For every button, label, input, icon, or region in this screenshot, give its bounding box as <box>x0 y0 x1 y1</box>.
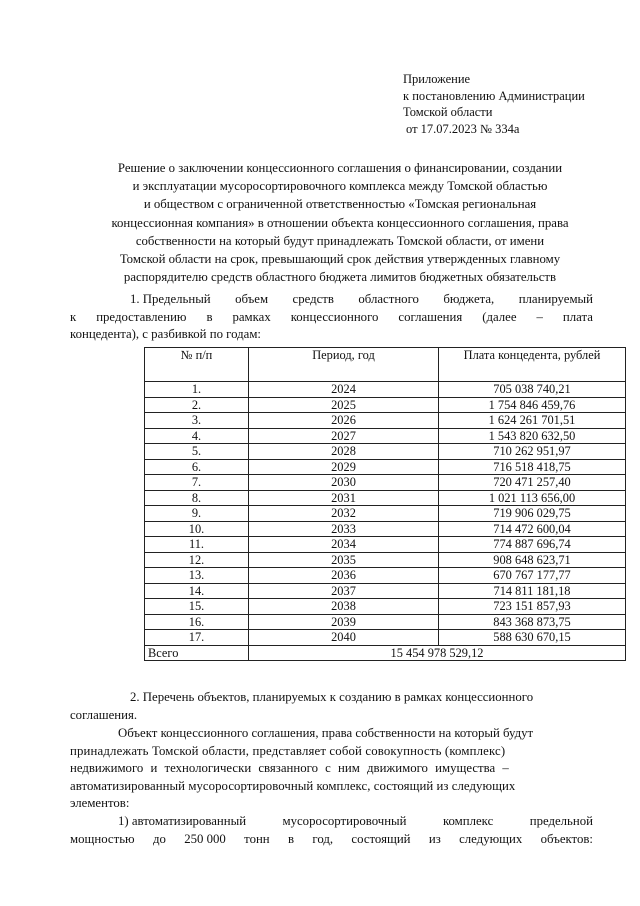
word: из <box>428 831 441 846</box>
row-amount: 1 624 261 701,51 <box>439 413 626 429</box>
row-number: 12. <box>145 552 249 568</box>
total-label: Всего <box>145 645 249 661</box>
row-amount: 714 472 600,04 <box>439 521 626 537</box>
table-header-row <box>145 348 626 382</box>
word: 250 000 <box>184 831 226 846</box>
row-number: 1. <box>145 382 249 398</box>
table-body <box>145 382 626 661</box>
row-year: 2028 <box>249 444 439 460</box>
word: объектов: <box>540 831 593 846</box>
row-number: 13. <box>145 568 249 584</box>
row-amount: 716 518 418,75 <box>439 459 626 475</box>
word: бюджета, <box>443 292 495 306</box>
paragraph-line: автоматизированный мусоросортировочный комплекс, состоящий из следующих <box>70 778 516 793</box>
justified-line <box>70 291 593 309</box>
row-year: 2029 <box>249 459 439 475</box>
row-year: 2031 <box>249 490 439 506</box>
paragraph-line: соглашения. <box>70 707 138 722</box>
section-2-paragraph <box>70 689 593 724</box>
row-amount: 1 021 113 656,00 <box>439 490 626 506</box>
row-number: 11. <box>145 537 249 553</box>
table-row <box>145 521 626 537</box>
row-number: 10. <box>145 521 249 537</box>
header-number: № п/п <box>145 348 249 382</box>
row-amount: 670 767 177,77 <box>439 568 626 584</box>
row-amount: 908 648 623,71 <box>439 552 626 568</box>
row-number: 7. <box>145 475 249 491</box>
row-amount: 1 754 846 459,76 <box>439 397 626 413</box>
word: – <box>536 309 543 324</box>
word: (далее <box>482 309 517 324</box>
row-number: 8. <box>145 490 249 506</box>
word: комплекс <box>442 814 494 828</box>
row-number: 16. <box>145 614 249 630</box>
row-number: 2. <box>145 397 249 413</box>
table-row <box>145 614 626 630</box>
table-row <box>145 630 626 646</box>
table-row <box>145 413 626 429</box>
row-year: 2025 <box>249 397 439 413</box>
word: год, <box>312 831 334 846</box>
total-value: 15 454 978 529,12 <box>249 645 626 661</box>
title-line: собственности на который будут принадлежать Томской области, от имени <box>135 233 545 248</box>
table-total-row <box>145 645 626 661</box>
word: концессионного <box>290 309 379 324</box>
row-year: 2035 <box>249 552 439 568</box>
row-year: 2024 <box>249 382 439 398</box>
table-row <box>145 568 626 584</box>
row-number: 5. <box>145 444 249 460</box>
appendix-line: к постановлению Администрации <box>403 88 585 103</box>
appendix-line: Томской области <box>403 105 493 119</box>
row-number: 3. <box>145 413 249 429</box>
row-year: 2038 <box>249 599 439 615</box>
row-amount: 588 630 670,15 <box>439 630 626 646</box>
row-amount: 774 887 696,74 <box>439 537 626 553</box>
row-year: 2037 <box>249 583 439 599</box>
word: предоставлению <box>96 309 187 324</box>
item-1-paragraph <box>70 813 593 848</box>
word: следующих <box>459 831 523 846</box>
table-row <box>145 490 626 506</box>
paragraph-line: 2. Перечень объектов, планируемых к созданию в рамках концессионного <box>130 690 534 704</box>
word: мусоросортировочный <box>282 814 407 828</box>
row-amount: 719 906 029,75 <box>439 506 626 522</box>
row-year: 2036 <box>249 568 439 584</box>
word: планируемый <box>518 292 593 306</box>
word: до <box>152 831 166 846</box>
appendix-header <box>403 71 585 137</box>
paragraph-line: принадлежать Томской области, представляет собой совокупность (комплекс) <box>70 743 506 758</box>
title-line: Томской области на срок, превышающий срок действия утвержденных главному <box>119 252 561 267</box>
table-row <box>145 583 626 599</box>
title-line: и эксплуатации мусоросортировочного комплекса между Томской областью <box>132 179 548 194</box>
document-title <box>80 159 600 286</box>
row-amount: 720 471 257,40 <box>439 475 626 491</box>
row-year: 2040 <box>249 630 439 646</box>
word: к <box>70 309 77 324</box>
word: мощностью <box>70 831 135 846</box>
word: средств <box>292 292 334 306</box>
table-row <box>145 382 626 398</box>
row-year: 2034 <box>249 537 439 553</box>
table-row <box>145 459 626 475</box>
section-1-paragraph <box>70 291 593 344</box>
word: плата <box>562 309 593 324</box>
word: состоящий <box>351 831 411 846</box>
paragraph-line: концедента), с разбивкой по годам: <box>70 327 261 342</box>
header-period: Период, год <box>249 348 439 382</box>
payments-table <box>144 347 626 661</box>
row-year: 2032 <box>249 506 439 522</box>
row-number: 4. <box>145 428 249 444</box>
word: соглашения <box>398 309 463 324</box>
row-year: 2027 <box>249 428 439 444</box>
title-line: и обществом с ограниченной ответственностью «Томская региональная <box>143 197 537 212</box>
word: 1) автоматизированный <box>118 814 247 828</box>
paragraph-line: недвижимого и технологически связанного с ним движимого имущества – <box>70 761 509 776</box>
table-row <box>145 428 626 444</box>
appendix-date-line: от 17.07.2023 № 334а <box>406 121 520 136</box>
word: предельной <box>529 814 593 828</box>
row-amount: 1 543 820 632,50 <box>439 428 626 444</box>
justified-line <box>70 309 593 327</box>
table-row <box>145 599 626 615</box>
table-row <box>145 475 626 491</box>
title-line: распорядителю средств областного бюджета лимитов бюджетных обязательств <box>123 270 557 285</box>
row-amount: 714 811 181,18 <box>439 583 626 599</box>
paragraph-line: Объект концессионного соглашения, права собственности на который будут <box>118 726 534 740</box>
title-line: Решение о заключении концессионного соглашения о финансировании, создании <box>117 161 563 175</box>
table-row <box>145 506 626 522</box>
object-paragraph <box>70 725 593 813</box>
word: объем <box>235 292 269 306</box>
row-amount: 843 368 873,75 <box>439 614 626 630</box>
word: 1. Предельный <box>130 292 211 306</box>
table-row <box>145 552 626 568</box>
row-year: 2033 <box>249 521 439 537</box>
row-amount: 710 262 951,97 <box>439 444 626 460</box>
word: рамках <box>232 309 271 324</box>
justified-line <box>70 813 593 831</box>
word: в <box>206 309 213 324</box>
title-line: концессионная компания» в отношении объекта концессионного соглашения, права <box>111 215 569 230</box>
row-year: 2026 <box>249 413 439 429</box>
justified-line <box>70 831 593 849</box>
word: областного <box>358 292 419 306</box>
row-number: 6. <box>145 459 249 475</box>
table-row <box>145 537 626 553</box>
header-payment: Плата концедента, рублей <box>439 348 626 382</box>
table-row <box>145 397 626 413</box>
table-row <box>145 444 626 460</box>
row-number: 15. <box>145 599 249 615</box>
row-amount: 705 038 740,21 <box>439 382 626 398</box>
row-number: 9. <box>145 506 249 522</box>
row-number: 17. <box>145 630 249 646</box>
row-year: 2039 <box>249 614 439 630</box>
appendix-line: Приложение <box>403 72 471 86</box>
word: тонн <box>244 831 270 846</box>
row-year: 2030 <box>249 475 439 491</box>
row-amount: 723 151 857,93 <box>439 599 626 615</box>
word: в <box>288 831 295 846</box>
paragraph-line: элементов: <box>70 796 130 811</box>
row-number: 14. <box>145 583 249 599</box>
